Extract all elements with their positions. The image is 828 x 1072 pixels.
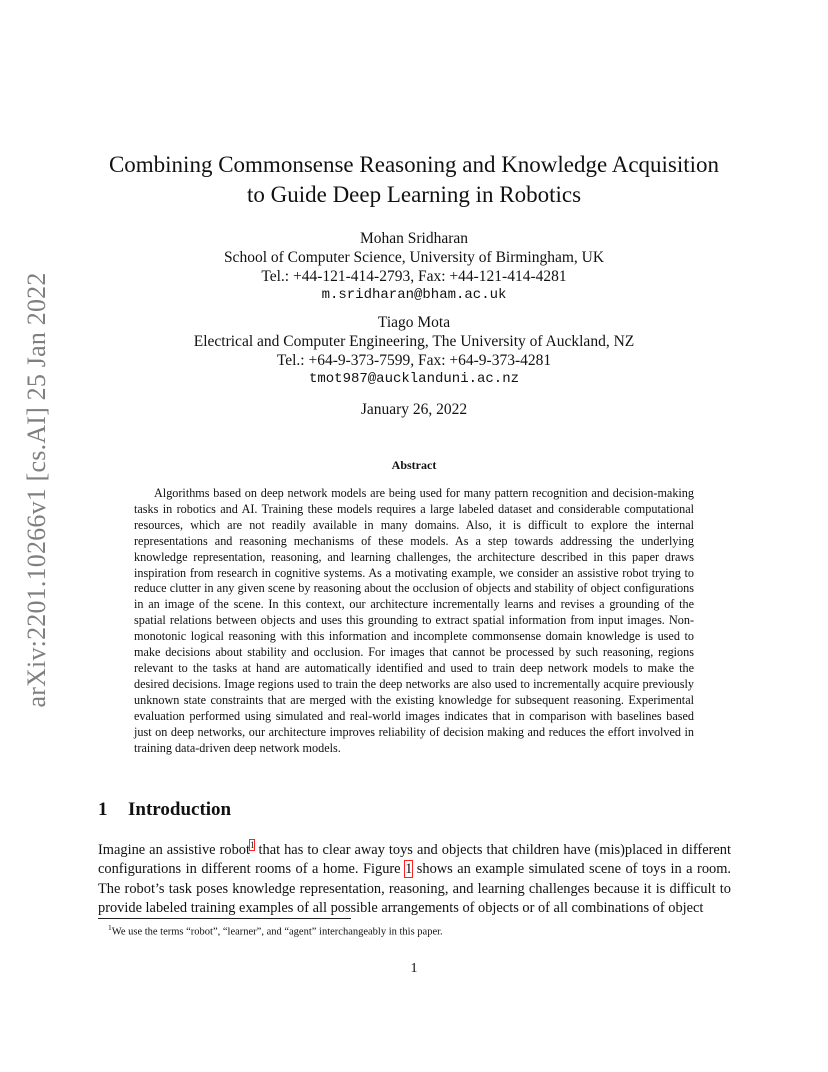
- author-affiliation: School of Computer Science, University of Birmingham, UK: [223, 249, 605, 266]
- page-number: 1: [410, 961, 418, 976]
- paper-title: [98, 150, 730, 210]
- footnote: [108, 923, 443, 938]
- author-contact: Tel.: +64-9-373-7599, Fax: +64-9-373-4281: [276, 352, 552, 369]
- section-number: 1: [98, 799, 108, 820]
- section-title: Introduction: [128, 799, 232, 820]
- section-heading: [98, 799, 231, 821]
- footnote-divider: [98, 918, 351, 919]
- author-name: Mohan Sridharan: [359, 230, 469, 247]
- paper-date: January 26, 2022: [360, 401, 468, 418]
- title-line-1: Combining Commonsense Reasoning and Knowledge Acquisition: [108, 152, 720, 177]
- author-block-1: [98, 229, 730, 305]
- intro-text-part-2: that has to clear away toys and objects that children have (mis)placed in different configurations in different rooms of a home. Figure: [98, 842, 731, 878]
- title-line-2: to Guide Deep Learning in Robotics: [246, 182, 582, 207]
- footnote-text: We use the terms “robot”, “learner”, and “agent” interchangeably in this paper.: [111, 926, 443, 938]
- abstract-text: Algorithms based on deep network models are being used for many pattern recognition and decision-making tasks in robotics and AI. Training these models requires a large labeled dataset and considerable computational resources, which are not readily available in many domains. Also, it is difficult to explore the internal representations and reasoning mechanisms of these models. As a step towards addressing the underlying knowledge representation, reasoning, and learning challenges, the architecture described in this paper draws inspiration from research in cognitive systems. As a motivating example, we consider an assistive robot trying to reduce clutter in any given scene by reasoning about the occlusion of objects and stability of object configurations in an image of the scene. In this context, our architecture incrementally learns and revises a grounding of the spatial relations between objects and uses this grounding to extract spatial information from input images. Non-monotonic logical reasoning with this information and incomplete commonsense domain knowledge is used to make decisions about stability and occlusion. For images that cannot be processed by such reasoning, regions relevant to the tasks at hand are automatically identified and used to train deep network models to make the desired decisions. Image regions used to train the deep networks are also used to incrementally acquire previously unknown state constraints that are merged with the existing knowledge for subsequent reasoning. Experimental evaluation performed using simulated and real-world images indicates that in comparison with baselines based just on deep networks, our architecture improves reliability of decision making and reduces the effort involved in training data-driven deep network models.: [134, 486, 694, 755]
- author-contact: Tel.: +44-121-414-2793, Fax: +44-121-414-4281: [261, 268, 567, 285]
- author-email[interactable]: tmot987@aucklanduni.ac.nz: [308, 371, 520, 387]
- abstract-heading: Abstract: [391, 458, 437, 472]
- footnote-mark: 1: [108, 923, 112, 932]
- intro-text-part-3: shows an example simulated scene of toys in a room. The robot’s task poses knowledge representation, reasoning, and learning challenges because it is difficult to provide labeled training examples of all possible arrangements of objects or of all combinations of object: [98, 861, 732, 916]
- author-name: Tiago Mota: [377, 314, 451, 331]
- footnote-reference-link[interactable]: 1: [249, 840, 255, 850]
- introduction-paragraph: [98, 836, 731, 918]
- arxiv-identifier-stamp[interactable]: arXiv:2201.10266v1 [cs.AI] 25 Jan 2022: [22, 272, 51, 708]
- figure-reference-link[interactable]: 1: [405, 861, 413, 878]
- author-email[interactable]: m.sridharan@bham.ac.uk: [321, 287, 507, 303]
- intro-text-part-1: Imagine an assistive robot: [98, 842, 250, 858]
- author-block-2: [98, 313, 730, 389]
- author-affiliation: Electrical and Computer Engineering, The University of Auckland, NZ: [193, 333, 635, 350]
